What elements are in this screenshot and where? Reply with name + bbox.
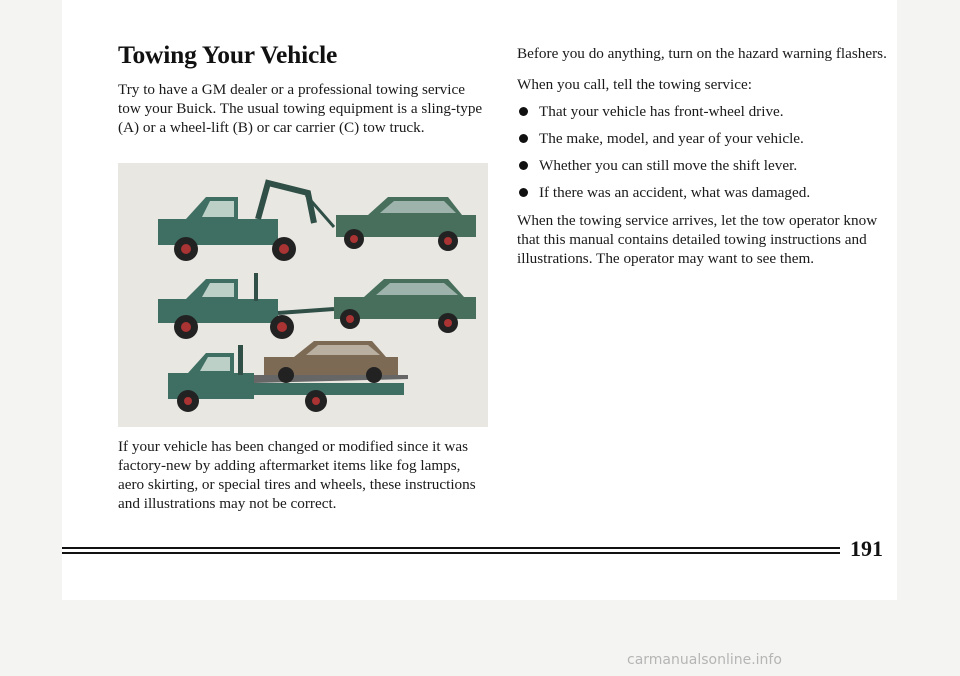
list-item: That your vehicle has front-wheel drive. — [517, 102, 889, 121]
page-title: Towing Your Vehicle — [118, 40, 338, 69]
tow-truck-illustration — [118, 163, 488, 427]
arrival-paragraph: When the towing service arrives, let the tow operator know that this manual contains detailed towing instructions and illustrations. The operator may want to see them. — [517, 212, 878, 267]
intro-paragraph: Try to have a GM dealer or a professional towing service tow your Buick. The usual towing equipment is a sling-type (A) or a wheel-lift (B) or car carrier (C) tow truck. — [118, 81, 483, 136]
page-number: 191 — [850, 536, 883, 561]
bullet-icon — [519, 161, 528, 170]
modification-note: If your vehicle has been changed or modified since it was factory-new by adding aftermarket items like fog lamps, aero skirting, or special tires and wheels, these instructions and illustrations may not be correct. — [118, 438, 476, 512]
list-item: Whether you can still move the shift lever. — [517, 156, 889, 175]
list-item: If there was an accident, what was damaged. — [517, 183, 889, 202]
bullet-icon — [519, 188, 528, 197]
right-column — [517, 44, 889, 268]
bullet-icon — [519, 134, 528, 143]
bullet-icon — [519, 107, 528, 116]
call-paragraph: When you call, tell the towing service: — [517, 76, 752, 93]
towing-info-list — [517, 102, 889, 202]
list-item: The make, model, and year of your vehicle. — [517, 129, 889, 148]
footer-rule — [62, 547, 840, 556]
site-watermark: carmanualsonline.info — [627, 652, 782, 668]
left-column — [118, 40, 490, 513]
tow-trucks-drawing — [118, 163, 488, 427]
hazard-paragraph: Before you do anything, turn on the hazard warning flashers. — [517, 45, 887, 62]
